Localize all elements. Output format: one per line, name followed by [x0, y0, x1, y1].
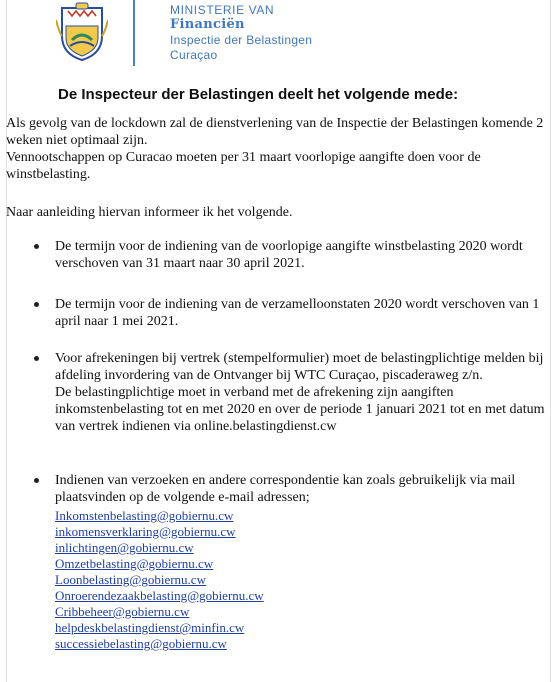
bullet-text [55, 472, 545, 652]
bullet-icon [34, 244, 39, 249]
departure-returns-text: De belastingplichtige moet in verband met de afrekening zijn aangiften inkomstenbelasting tot en met 2020 en over de periode 1 januari 2021 tot en met datum van vertrek indienen via online.belastingdienst.cw [55, 385, 545, 434]
email-link-onroerendezaakbelasting[interactable]: Onroerendezaakbelasting@gobiernu.cw [55, 588, 264, 603]
email-link-loonbelasting[interactable]: Loonbelasting@gobiernu.cw [55, 572, 206, 587]
email-link-inkomstenbelasting[interactable]: Inkomstenbelasting@gobiernu.cw [55, 508, 234, 523]
bullet-text: De termijn voor de indiening van de verzamelloonstaten 2020 wordt verschoven van 1 april naar 1 mei 2021. [55, 297, 540, 329]
email-link-inkomensverklaring[interactable]: inkomensverklaring@gobiernu.cw [55, 524, 236, 539]
email-link-cribbeheer[interactable]: Cribbeheer@gobiernu.cw [55, 604, 190, 619]
intro-companies-text: Vennootschappen op Curacao moeten per 31 maart voorlopige aangifte doen voor de winstbelasting. [6, 150, 481, 182]
header-divider [133, 0, 135, 66]
department-name: Inspectie der Belastingen [170, 33, 313, 47]
coat-of-arms-icon [56, 2, 108, 62]
bullet-text [55, 350, 545, 435]
page-edge-left [6, 0, 7, 682]
email-list [55, 508, 545, 652]
email-link-omzetbelasting[interactable]: Omzetbelasting@gobiernu.cw [55, 556, 214, 571]
location-name: Curaçao [170, 48, 218, 62]
bullet-text: De termijn voor de indiening van de voorlopige aangifte winstbelasting 2020 wordt verschoven van 31 maart naar 30 april 2021. [55, 239, 523, 271]
ministry-label: MINISTERIE VAN [170, 3, 275, 17]
intro-lockdown-text: Als gevolg van de lockdown zal de dienstverlening van de Inspectie der Belastingen komende 2 weken niet optimaal zijn. [6, 116, 544, 148]
intro-followup: Naar aanleiding hiervan informeer ik het volgende. [6, 205, 293, 220]
ministry-name: Financiën [170, 17, 245, 32]
email-link-inlichtingen[interactable]: inlichtingen@gobiernu.cw [55, 540, 194, 555]
page-edge-right [550, 0, 551, 682]
correspondence-text: Indienen van verzoeken en andere correspondentie kan zoals gebruikelijk via mail plaatsvinden op de volgende e-mail adressen; [55, 473, 516, 505]
letterhead [0, 0, 557, 78]
departure-settlement-text: Voor afrekeningen bij vertrek (stempelformulier) moet de belastingplichtige melden bij afdeling invordering van de Ontvanger bij WTC Curaçao, piscaderaweg z/n. [55, 351, 544, 383]
intro-paragraph [6, 115, 546, 183]
ministry-name-block [170, 3, 312, 63]
bullet-icon [34, 478, 39, 483]
email-link-successiebelasting[interactable]: successiebelasting@gobiernu.cw [55, 636, 227, 651]
notice-heading: De Inspecteur der Belastingen deelt het volgende mede: [58, 86, 459, 103]
bullet-icon [34, 302, 39, 307]
email-link-helpdesk[interactable]: helpdeskbelastingdienst@minfin.cw [55, 620, 245, 635]
bullet-icon [34, 356, 39, 361]
